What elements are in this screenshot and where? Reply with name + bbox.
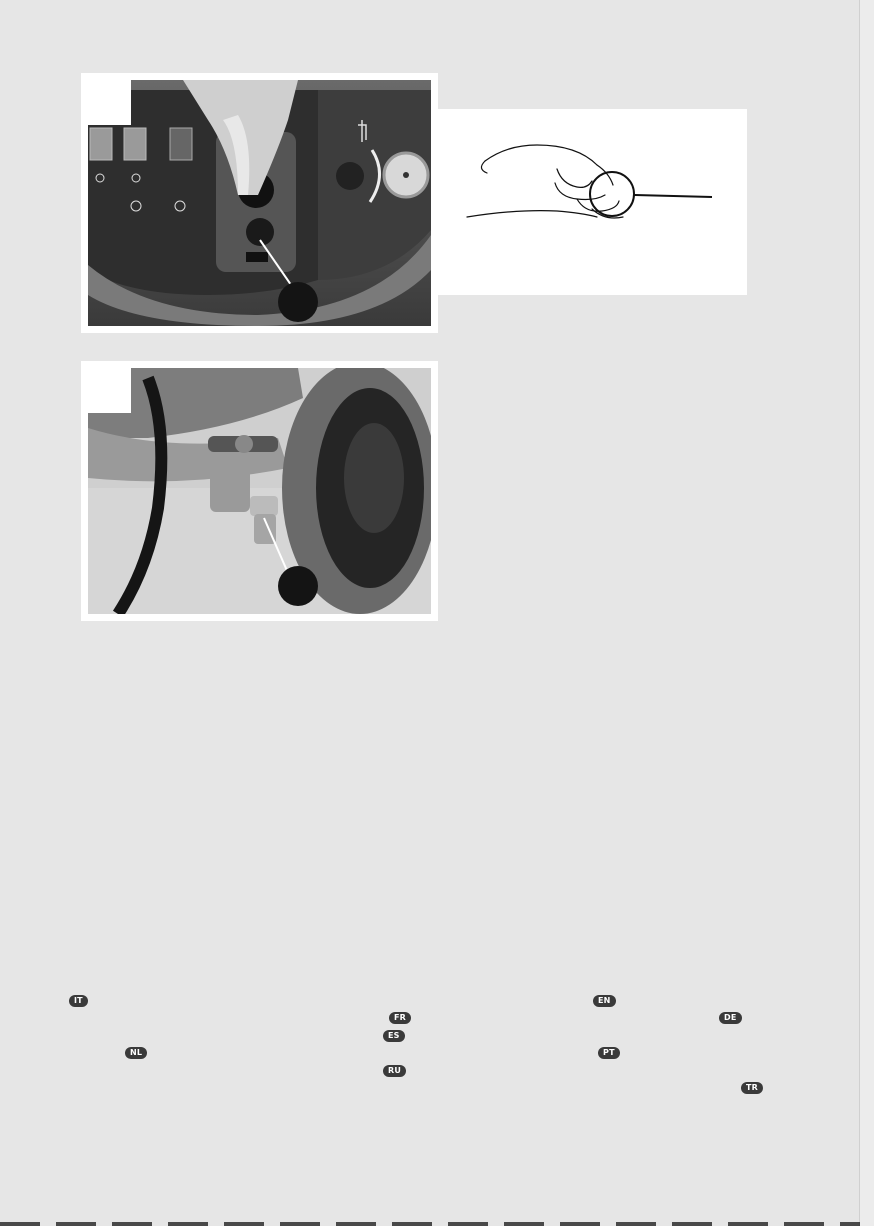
figure-corner-tab bbox=[81, 361, 131, 413]
language-badge-es: ES bbox=[383, 1030, 405, 1042]
drain-valve-photo bbox=[88, 368, 431, 614]
figure-control-panel bbox=[81, 73, 438, 333]
language-badge-tr: TR bbox=[741, 1082, 763, 1094]
language-badge-en: EN bbox=[593, 995, 616, 1007]
language-badge-pt: PT bbox=[598, 1047, 620, 1059]
figure-drain-valve bbox=[81, 361, 438, 621]
language-badge-de: DE bbox=[719, 1012, 742, 1024]
page-bottom-edge bbox=[0, 1222, 860, 1226]
language-badge-it: IT bbox=[69, 995, 88, 1007]
inset-illustration bbox=[437, 109, 747, 295]
callout-marker bbox=[278, 566, 318, 606]
page-edge-strip bbox=[859, 0, 874, 1226]
language-badge-nl: NL bbox=[125, 1047, 147, 1059]
figure-corner-tab bbox=[81, 73, 131, 125]
callout-marker bbox=[278, 282, 318, 322]
language-badge-fr: FR bbox=[389, 1012, 411, 1024]
language-badge-ru: RU bbox=[383, 1065, 406, 1077]
control-panel-photo bbox=[88, 80, 431, 326]
